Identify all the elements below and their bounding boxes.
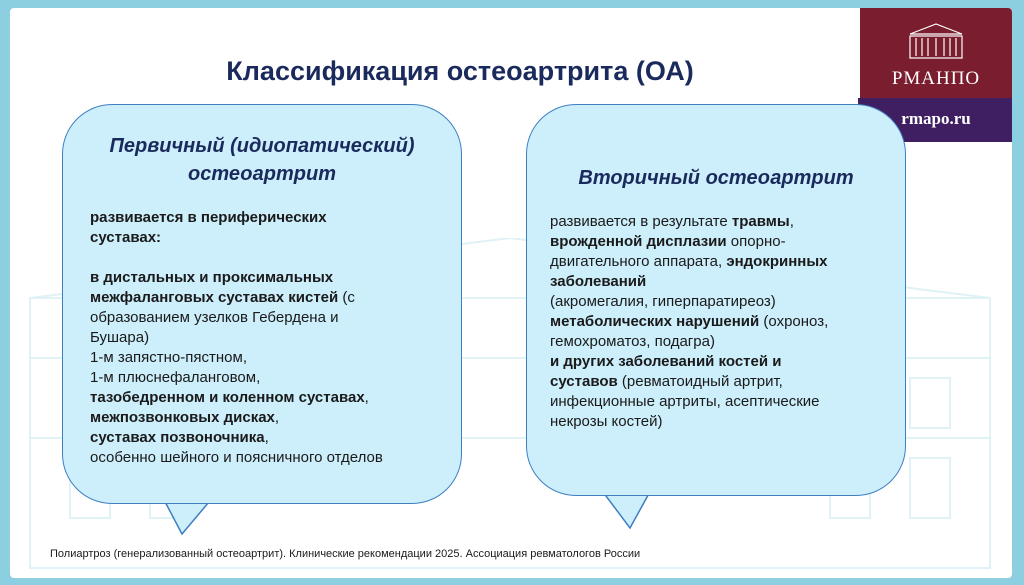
primary-line: Бушара) bbox=[90, 329, 150, 346]
primary-line: тазобедренном и коленном суставах bbox=[90, 389, 365, 406]
slide bbox=[10, 8, 1012, 578]
primary-line: 1-м запястно-пястном, bbox=[90, 349, 247, 366]
slide-title: Классификация остеоартрита (ОА) bbox=[226, 56, 694, 86]
primary-heading-2: остеоартрит bbox=[187, 163, 337, 185]
primary-line: межфаланговых суставах кистей bbox=[90, 289, 339, 306]
secondary-line: инфекционные артриты, асептические bbox=[550, 393, 820, 410]
logo-name: РМАНПО bbox=[891, 68, 981, 89]
secondary-heading: Вторичный остеоартрит bbox=[578, 167, 854, 189]
primary-line: в дистальных и проксимальных bbox=[90, 269, 334, 286]
primary-line: образованием узелков Гебердена и bbox=[90, 309, 339, 326]
primary-heading-1: Первичный (идиопатический) bbox=[109, 135, 415, 157]
primary-line: суставах позвоночника bbox=[90, 429, 265, 446]
building-icon bbox=[908, 22, 964, 60]
logo-url[interactable]: rmapo.ru bbox=[901, 109, 971, 128]
primary-line: особенно шейного и поясничного отделов bbox=[90, 449, 383, 466]
secondary-line: гемохроматоз, подагра) bbox=[550, 333, 715, 350]
footer-citation: Полиартроз (генерализованный остеоартрит). Клинические рекомендации 2025. Ассоциация ревматологов России bbox=[50, 548, 641, 560]
primary-body: развивается в периферических суставах: в дистальных и проксимальных межфаланговых суставах кистей (с образованием узелков Гебердена и Бушара) 1-м запястно-пястном, 1-м плюснефаланговом, тазобедренном и коленном суставах, межпозвонковых дисках, суставах позвоночника, особенно шейного и поясничного отделов bbox=[90, 208, 460, 468]
secondary-line: (акромегалия, гиперпаратиреоз) bbox=[550, 293, 776, 310]
primary-line: межпозвонковых дисках bbox=[90, 409, 275, 426]
secondary-line: некрозы костей) bbox=[550, 413, 663, 430]
primary-line: развивается в периферических bbox=[90, 209, 327, 226]
secondary-body: развивается в результате травмы, врожденной дисплазии опорно- двигательного аппарата, эндокринных заболеваний (акромегалия, гиперпаратиреоз) метаболических нарушений (охроноз, гемохроматоз, подагра) и других заболеваний костей и суставов (ревматоидный артрит, инфекционные артриты, асептические некрозы костей) bbox=[550, 212, 900, 432]
primary-line: суставах: bbox=[90, 229, 162, 246]
primary-line: 1-м плюснефаланговом, bbox=[90, 369, 261, 386]
